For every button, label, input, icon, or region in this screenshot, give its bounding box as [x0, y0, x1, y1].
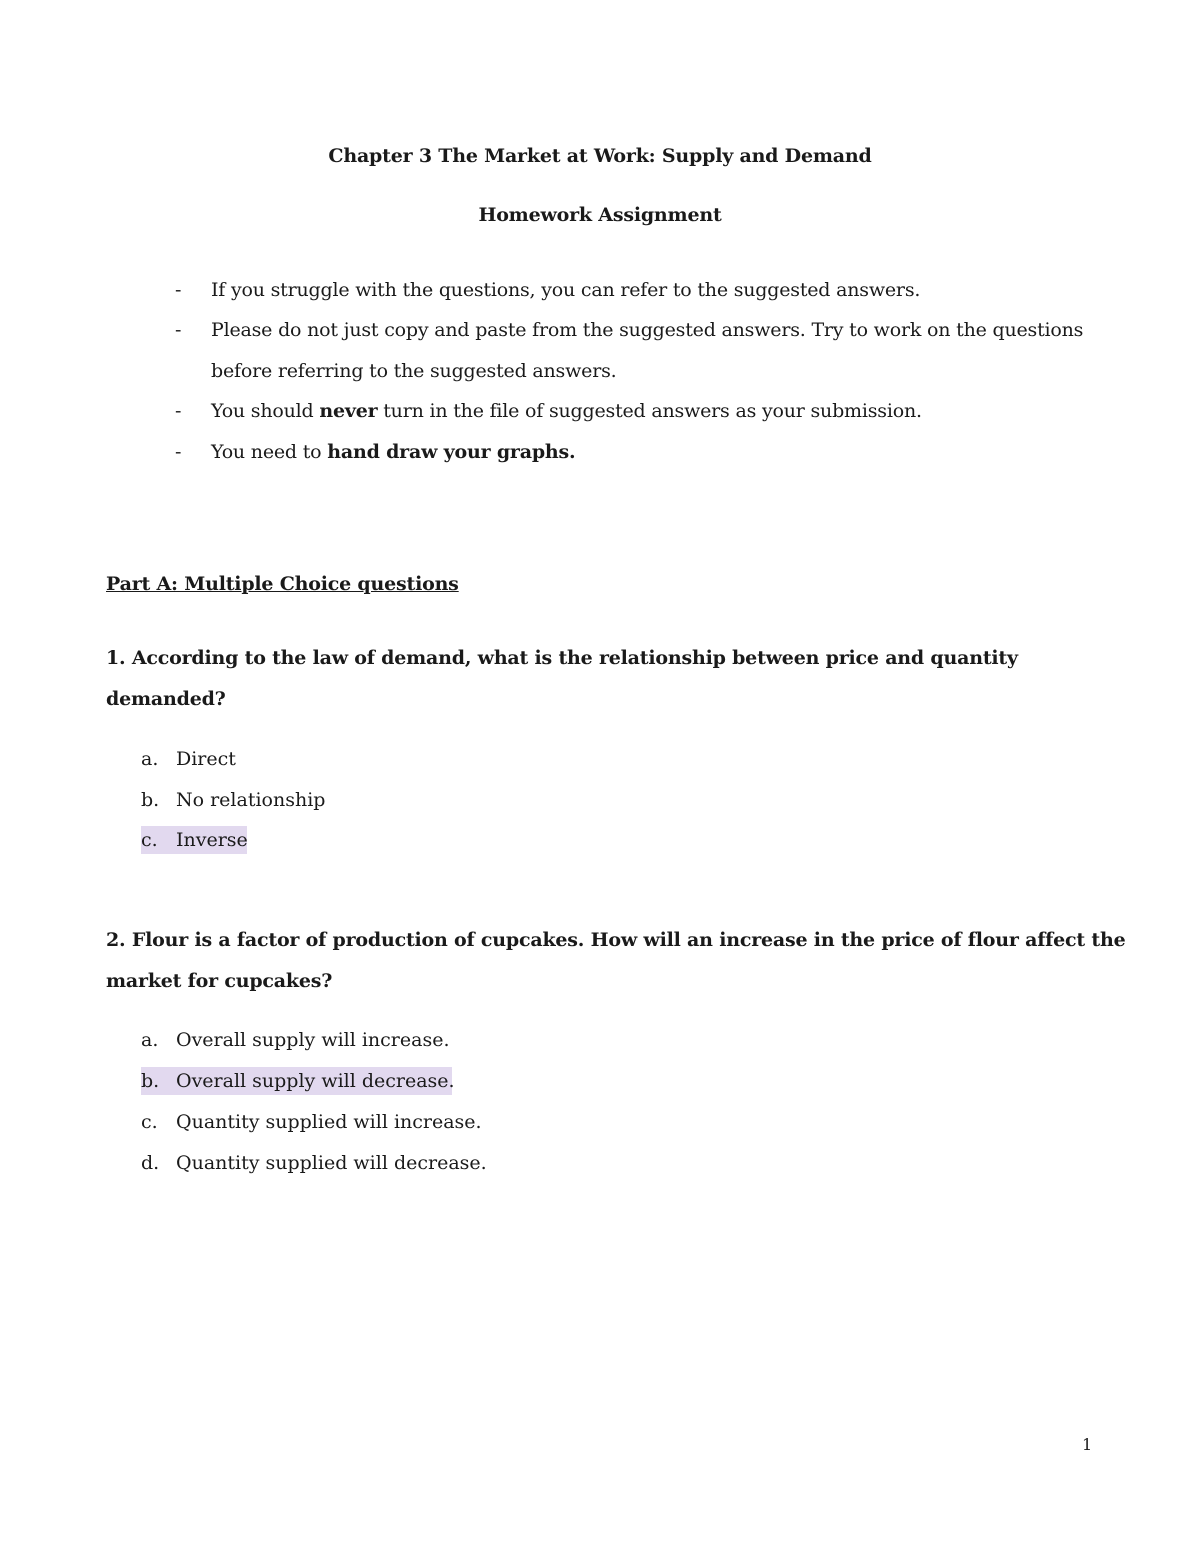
instruction-3-emphasis: never — [319, 400, 378, 422]
option-letter: b. — [141, 789, 160, 811]
option-letter: c. — [141, 829, 158, 851]
instruction-4 — [211, 440, 575, 464]
option-text: No relationship — [176, 789, 326, 811]
option-letter: c. — [141, 1111, 158, 1133]
instruction-2-line-2: before referring to the suggested answers. — [211, 360, 617, 382]
option-text: Inverse — [176, 829, 248, 851]
bullet-dash: - — [175, 319, 182, 341]
instruction-3-text: You should — [211, 400, 320, 422]
instruction-4-text: You need to — [211, 441, 328, 463]
bullet-dash: - — [175, 400, 182, 422]
option-letter: a. — [141, 748, 159, 770]
question-2-text-line-2: market for cupcakes? — [106, 970, 333, 992]
option-letter: a. — [141, 1029, 159, 1051]
page-title: Chapter 3 The Market at Work: Supply and Demand — [328, 145, 872, 167]
page-subtitle: Homework Assignment — [478, 204, 722, 226]
instruction-3 — [211, 399, 922, 423]
question-1-text-line-1: 1. According to the law of demand, what is the relationship between price and quantity — [106, 647, 1018, 669]
page-number: 1 — [1082, 1435, 1093, 1454]
option-text: Quantity supplied will increase. — [176, 1111, 482, 1133]
option-text: Overall supply will increase. — [176, 1029, 450, 1051]
option-text: Direct — [176, 748, 236, 770]
bullet-dash: - — [175, 279, 182, 301]
part-a-heading: Part A: Multiple Choice questions — [106, 573, 459, 595]
instruction-3-text-end: turn in the file of suggested answers as your submission. — [377, 400, 922, 422]
instruction-4-emphasis: hand draw your graphs. — [327, 441, 576, 463]
instruction-1: If you struggle with the questions, you can refer to the suggested answers. — [211, 279, 921, 301]
option-letter: b. — [141, 1070, 160, 1092]
option-text: Quantity supplied will decrease. — [176, 1152, 487, 1174]
instruction-2-line-1: Please do not just copy and paste from the suggested answers. Try to work on the questions — [211, 319, 1084, 341]
option-letter: d. — [141, 1152, 160, 1174]
option-text: Overall supply will decrease. — [176, 1070, 455, 1092]
question-2-text-line-1: 2. Flour is a factor of production of cupcakes. How will an increase in the price of flour affect the — [106, 929, 1126, 951]
bullet-dash: - — [175, 441, 182, 463]
question-1-text-line-2: demanded? — [106, 688, 226, 710]
